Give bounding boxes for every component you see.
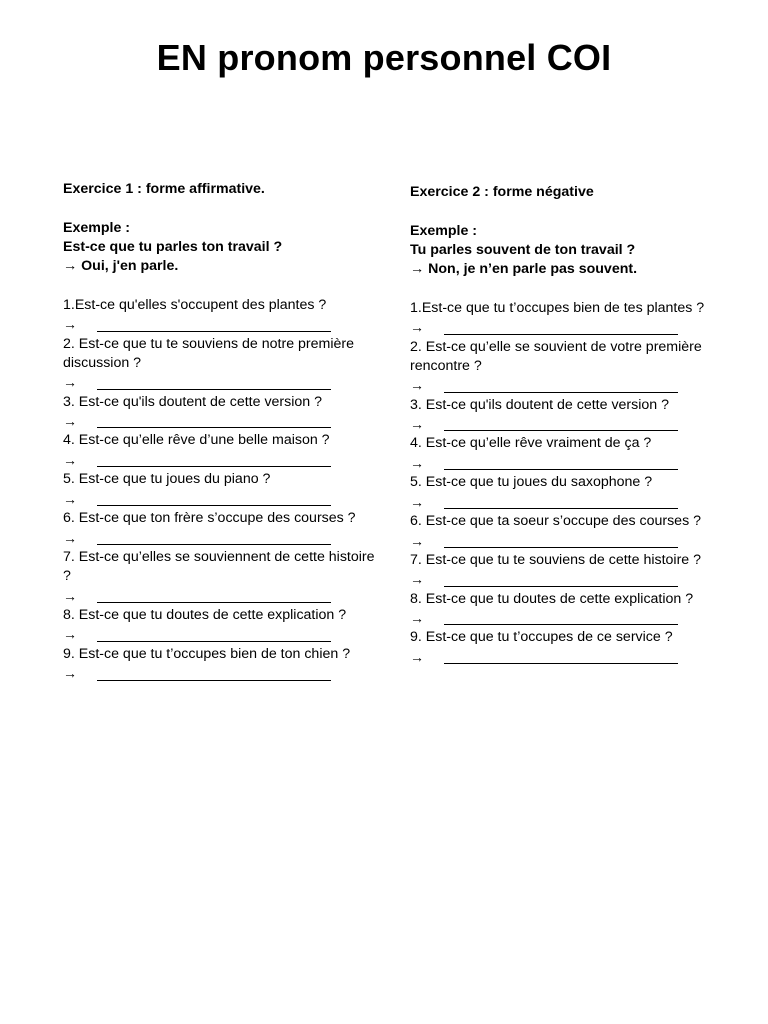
question-item [63, 645, 385, 684]
arrow-icon: → [63, 529, 77, 546]
exercise-2-heading: Exercice 2 : forme négative [410, 184, 594, 200]
question-item [63, 509, 385, 548]
question-item [410, 299, 728, 338]
answer-blank-line[interactable] [97, 375, 331, 390]
question-item [63, 393, 385, 432]
arrow-icon: → [410, 416, 424, 433]
question-item [410, 396, 728, 435]
answer-blank-line[interactable] [444, 378, 678, 393]
arrow-icon: → [63, 626, 77, 643]
question-text: 2. Est-ce qu’elle se souvient de votre première rencontre ? [410, 338, 702, 374]
answer-blank-line[interactable] [97, 413, 331, 428]
question-text: 8. Est-ce que tu doutes de cette explication ? [410, 590, 694, 607]
question-text: 3. Est-ce qu'ils doutent de cette version ? [63, 393, 323, 410]
answer-row [410, 493, 728, 513]
question-item [410, 628, 728, 667]
question-item [410, 434, 728, 473]
answer-blank-line[interactable] [97, 452, 331, 467]
question-item [63, 296, 385, 335]
question-text: 1.Est-ce que tu t’occupes bien de tes plantes ? [410, 299, 705, 316]
arrow-icon: → [410, 377, 424, 394]
answer-blank-line[interactable] [97, 530, 331, 545]
arrow-icon: → [410, 610, 424, 627]
answer-blank-line[interactable] [97, 317, 331, 332]
question-text: 9. Est-ce que tu t’occupes bien de ton chien ? [63, 645, 351, 662]
exercise-2 [410, 183, 728, 667]
question-item [410, 338, 728, 396]
answer-row [63, 315, 385, 335]
answer-row [63, 412, 385, 432]
arrow-icon: → [63, 587, 77, 604]
answer-row [63, 490, 385, 510]
exercise-1 [63, 180, 385, 684]
question-text: 4. Est-ce qu’elle rêve vraiment de ça ? [410, 435, 652, 452]
question-item [63, 548, 385, 606]
exercise-2-example-label: Exemple : [410, 222, 478, 239]
question-text: 7. Est-ce que tu te souviens de cette histoire ? [410, 551, 702, 568]
question-item [410, 512, 728, 551]
arrow-icon: → [63, 374, 77, 391]
question-item [63, 470, 385, 509]
answer-row [63, 625, 385, 645]
arrow-icon: → [410, 319, 424, 336]
answer-blank-line[interactable] [444, 649, 678, 664]
question-item [63, 431, 385, 470]
answer-row [63, 373, 385, 393]
answer-row [410, 318, 728, 338]
answer-row [410, 454, 728, 474]
question-item [63, 606, 385, 645]
answer-blank-line[interactable] [444, 610, 678, 625]
question-text: 9. Est-ce que tu t’occupes de ce service ? [410, 629, 673, 646]
exercise-2-questions [410, 299, 728, 667]
arrow-icon: → [63, 490, 77, 507]
arrow-icon: → [63, 665, 77, 682]
page-title: EN pronom personnel COI [156, 37, 612, 78]
answer-blank-line[interactable] [444, 572, 678, 587]
exercise-1-example-label: Exemple : [63, 219, 131, 236]
answer-row [63, 528, 385, 548]
exercise-2-example-answer: → Non, je n’en parle pas souvent. [410, 261, 638, 278]
answer-blank-line[interactable] [97, 588, 331, 603]
question-text: 5. Est-ce que tu joues du saxophone ? [410, 474, 653, 491]
question-text: 6. Est-ce que ton frère s’occupe des courses ? [63, 510, 356, 527]
question-text: 4. Est-ce qu’elle rêve d’une belle maison ? [63, 432, 330, 449]
arrow-icon: → [410, 571, 424, 588]
answer-blank-line[interactable] [97, 666, 331, 681]
exercise-2-example-question: Tu parles souvent de ton travail ? [410, 241, 636, 258]
answer-blank-line[interactable] [444, 320, 678, 335]
answer-row [63, 664, 385, 684]
answer-blank-line[interactable] [444, 533, 678, 548]
exercise-1-example-question: Est-ce que tu parles ton travail ? [63, 238, 283, 255]
arrow-icon: → [63, 451, 77, 468]
question-text: 2. Est-ce que tu te souviens de notre première discussion ? [63, 335, 355, 371]
question-text: 8. Est-ce que tu doutes de cette explication ? [63, 606, 347, 623]
question-item [410, 590, 728, 629]
answer-blank-line[interactable] [444, 416, 678, 431]
answer-row [63, 451, 385, 471]
question-item [63, 335, 385, 393]
arrow-icon: → [63, 413, 77, 430]
answer-row [410, 648, 728, 668]
answer-blank-line[interactable] [444, 494, 678, 509]
arrow-icon: → [410, 493, 424, 510]
question-item [410, 551, 728, 590]
exercise-1-example-answer: → Oui, j'en parle. [63, 258, 179, 275]
arrow-icon: → [410, 532, 424, 549]
arrow-icon: → [63, 316, 77, 333]
arrow-icon: → [410, 454, 424, 471]
answer-blank-line[interactable] [97, 491, 331, 506]
question-item [410, 473, 728, 512]
answer-blank-line[interactable] [444, 455, 678, 470]
question-text: 7. Est-ce qu’elles se souviennent de cette histoire ? [63, 548, 375, 585]
answer-row [63, 586, 385, 606]
question-text: 6. Est-ce que ta soeur s’occupe des courses ? [410, 513, 702, 530]
answer-row [410, 570, 728, 590]
exercise-1-heading: Exercice 1 : forme affirmative. [63, 181, 265, 197]
answer-row [410, 531, 728, 551]
answer-row [410, 415, 728, 435]
exercise-1-questions [63, 296, 385, 684]
answer-row [410, 376, 728, 396]
arrow-icon: → [410, 648, 424, 665]
answer-row [410, 609, 728, 629]
answer-blank-line[interactable] [97, 627, 331, 642]
question-text: 5. Est-ce que tu joues du piano ? [63, 471, 271, 488]
question-text: 1.Est-ce qu'elles s'occupent des plantes ? [63, 296, 327, 313]
question-text: 3. Est-ce qu'ils doutent de cette version ? [410, 396, 670, 413]
